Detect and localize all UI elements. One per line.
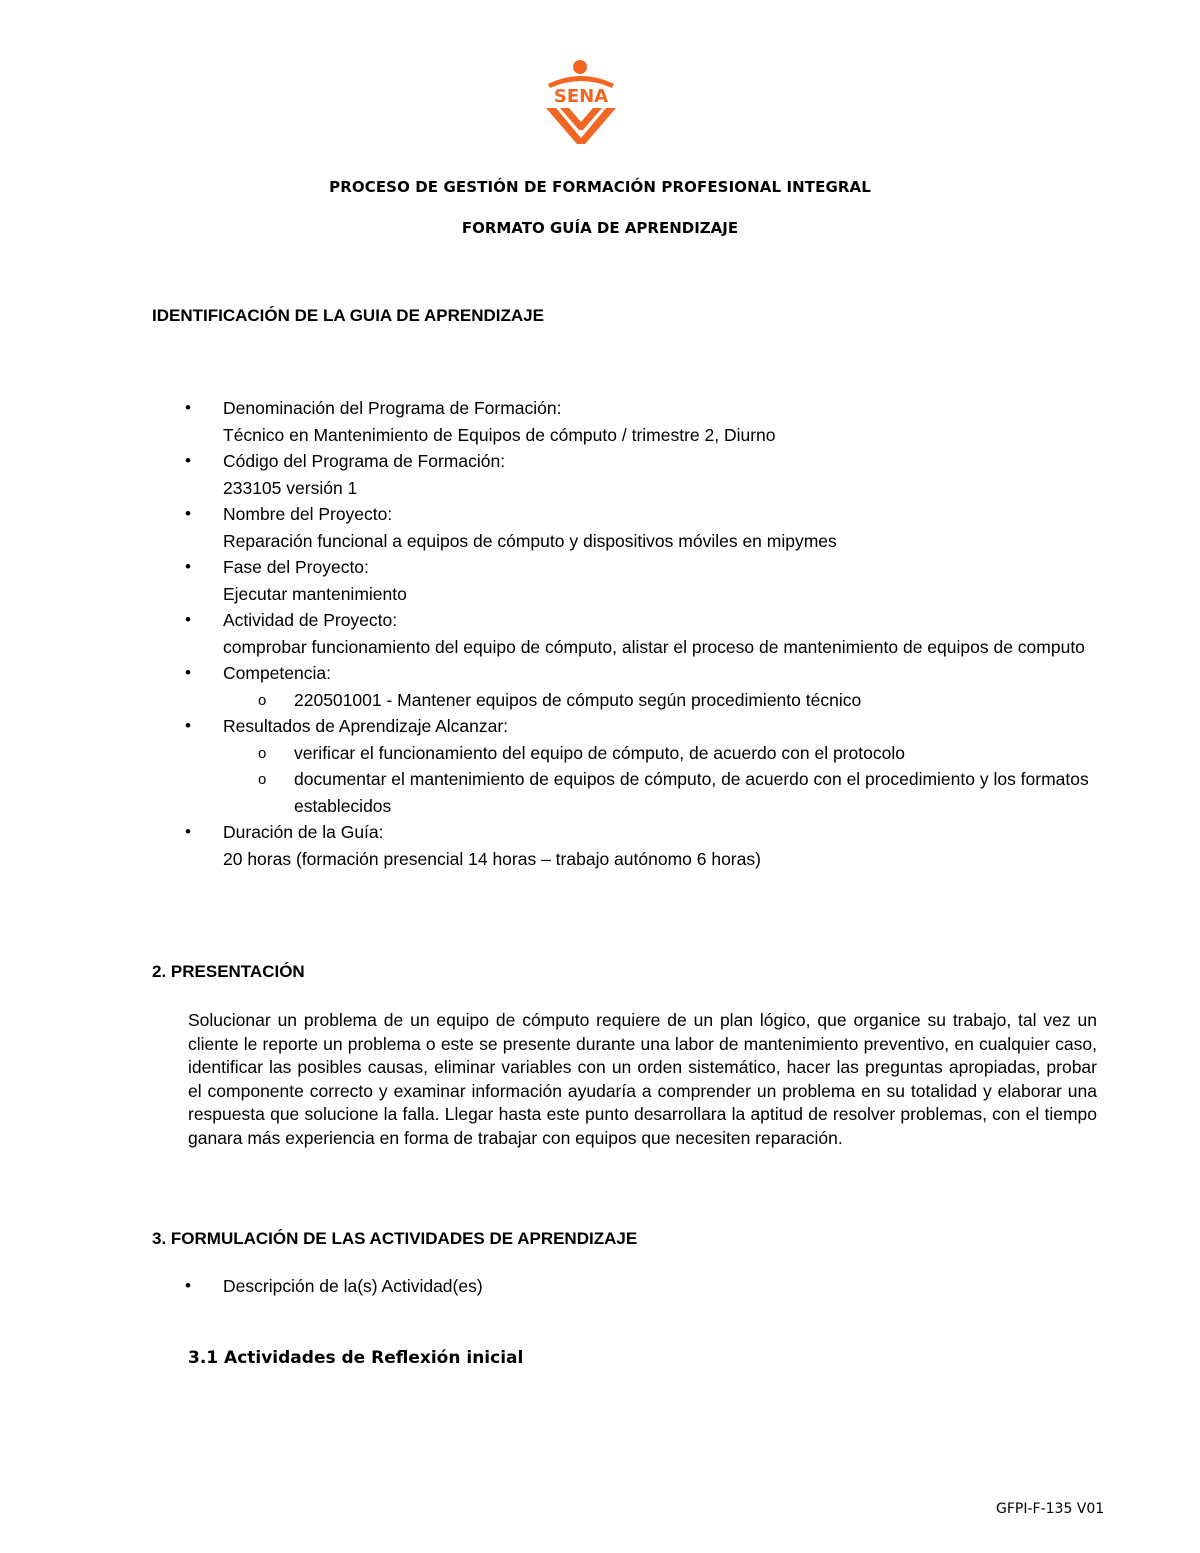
result-subitem: o documentar el mantenimiento de equipos de cómputo, de acuerdo con el procedimiento y los formatos establecidos [294, 766, 1103, 819]
list-item-duration [223, 819, 1103, 872]
item-label: • Nombre del Proyecto: [223, 504, 393, 524]
format-title: FORMATO GUÍA DE APRENDIZAJE [461, 219, 739, 237]
list-item-competency [223, 660, 1103, 713]
list-item-learning-results [223, 713, 1103, 819]
list-item-project-phase [223, 554, 1103, 607]
list-item-program-name [223, 395, 1103, 448]
presentation-body: Solucionar un problema de un equipo de cómputo requiere de un plan lógico, que organice su trabajo, tal vez un cliente le reporte un problema o este se presente durante una labor de mantenimiento preventivo, en cualquier caso, identificar las posibles causas, eliminar variables con un orden sistemático, hacer las preguntas apropiadas, probar el componente correcto y examinar información ayudaría a comprender un problema en su totalidad y elaborar una respuesta que solucione la falla. Llegar hasta este punto desarrollara la aptitud de resolver problemas, con el tiempo ganara más experiencia en forma de trabajar con equipos que necesiten reparación. [188, 1010, 1097, 1148]
list-item-project-name [223, 501, 1103, 554]
logo-text: SENA [553, 86, 609, 107]
result-subitem: o verificar el funcionamiento del equipo de cómputo, de acuerdo con el protocolo [294, 740, 1103, 767]
item-label: • Fase del Proyecto: [223, 557, 369, 577]
footer-code: GFPI-F-135 V01 [996, 1501, 1105, 1517]
list-item-project-activity [223, 607, 1103, 660]
item-value: comprobar funcionamiento del equipo de cómputo, alistar el proceso de mantenimiento de equipos de computo [223, 636, 1085, 657]
item-label: • Actividad de Proyecto: [223, 610, 398, 630]
competency-sublist [223, 687, 1103, 714]
presentation-heading: 2. PRESENTACIÓN [152, 962, 305, 981]
item-label: • Resultados de Aprendizaje Alcanzar: [223, 716, 509, 736]
item-value: 233105 versión 1 [223, 477, 358, 498]
bullet-icon: • [185, 1276, 191, 1295]
item-value: Reparación funcional a equipos de cómputo y dispositivos móviles en mipymes [223, 530, 837, 551]
activities-description: Descripción de la(s) Actividad(es) [223, 1276, 483, 1296]
reflection-subheading: 3.1 Actividades de Reflexión inicial [188, 1348, 524, 1368]
item-label: • Duración de la Guía: [223, 822, 384, 842]
item-label: • Competencia: [223, 663, 331, 683]
process-title: PROCESO DE GESTIÓN DE FORMACIÓN PROFESIONAL INTEGRAL [329, 178, 871, 196]
item-value: 20 horas (formación presencial 14 horas – trabajo autónomo 6 horas) [223, 848, 761, 869]
item-value: Técnico en Mantenimiento de Equipos de cómputo / trimestre 2, Diurno [223, 424, 776, 445]
sena-logo [536, 58, 626, 144]
item-label: • Código del Programa de Formación: [223, 451, 506, 471]
competency-subitem: o 220501001 - Mantener equipos de cómputo según procedimiento técnico [294, 687, 1103, 714]
results-sublist [223, 740, 1103, 820]
item-value: Ejecutar mantenimiento [223, 583, 407, 604]
activities-heading: 3. FORMULACIÓN DE LAS ACTIVIDADES DE APRENDIZAJE [152, 1229, 638, 1248]
logo-head-icon [573, 60, 587, 74]
identification-list [223, 395, 1103, 872]
list-item-program-code [223, 448, 1103, 501]
item-label: • Denominación del Programa de Formación: [223, 398, 562, 418]
identification-heading: IDENTIFICACIÓN DE LA GUIA DE APRENDIZAJE [152, 306, 544, 325]
